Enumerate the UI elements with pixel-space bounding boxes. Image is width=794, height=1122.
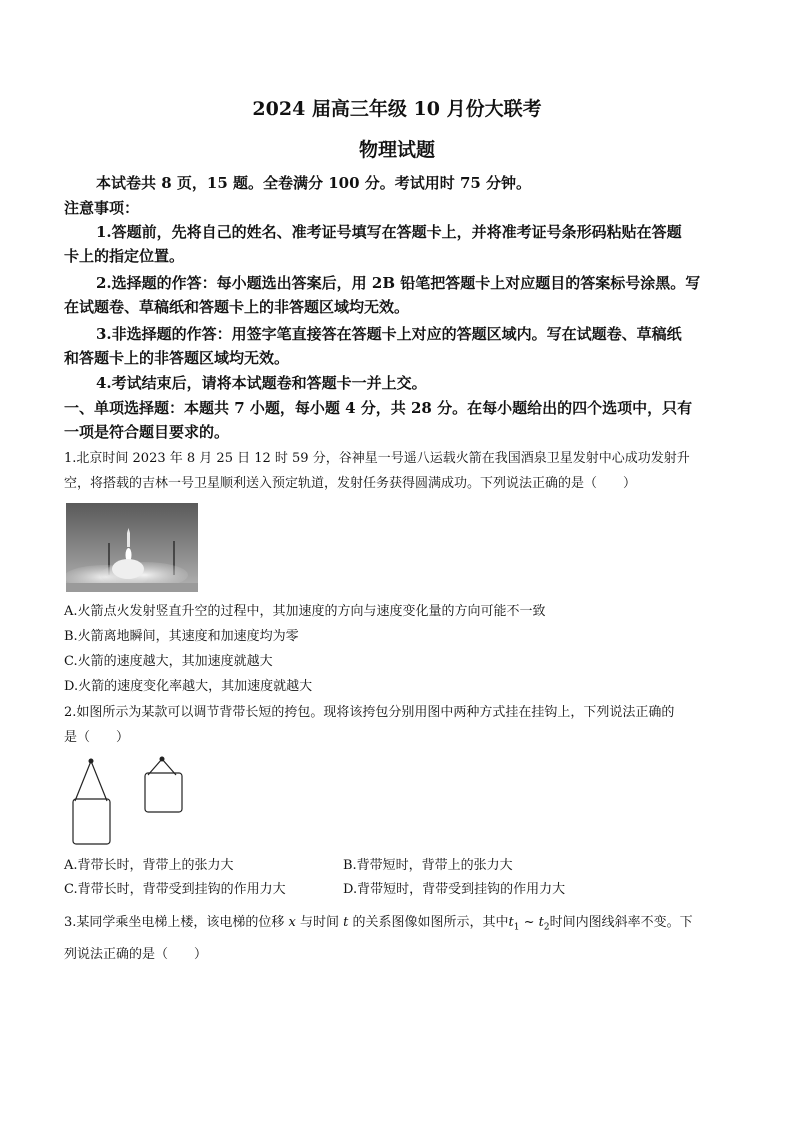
tilde: ~: [519, 915, 539, 930]
note-line: 1.答题前，先将自己的姓名、准考证号填写在答题卡上，并将准考证号条形码粘贴在答题: [96, 223, 682, 241]
q2-option-b: B.背带短时，背带上的张力大: [343, 858, 513, 873]
q2-option-c: C.背带长时，背带受到挂钩的作用力大: [64, 882, 286, 897]
q1-option-a: A.火箭点火发射竖直升空的过程中，其加速度的方向与速度变化量的方向可能不一致: [64, 604, 546, 619]
q2-option-d: D.背带短时，背带受到挂钩的作用力大: [343, 882, 566, 897]
var-t: t: [343, 915, 349, 930]
q3-stem-part: 的关系图像如图所示，其中: [348, 915, 509, 930]
note-line: 在试题卷、草稿纸和答题卡上的非答题区域均无效。: [64, 298, 410, 316]
var-x: x: [288, 915, 296, 930]
q1-stem: 空，将搭载的吉林一号卫星顺利送入预定轨道，发射任务获得圆满成功。下列说法正确的是（ ）: [64, 476, 637, 491]
q3-stem-part: 与时间: [295, 915, 344, 930]
note-line: 3.非选择题的作答：用签字笔直接答在答题卡上对应的答题区域内。写在试题卷、草稿纸: [96, 325, 682, 343]
note-line: 和答题卡上的非答题区域均无效。: [64, 349, 290, 367]
q1-stem: 1.北京时间 2023 年 8 月 25 日 12 时 59 分，谷神星一号遥八运载火箭在我国酒泉卫星发射中心成功发射升: [64, 451, 690, 466]
q3-stem-part: 3.某同学乘坐电梯上楼，该电梯的位移: [64, 915, 289, 930]
subject-title: 物理试题: [358, 139, 435, 161]
rocket-launch-photo: [66, 503, 198, 592]
q3-stem-part: 时间内图线斜率不变。下: [549, 915, 693, 930]
sub-1: 1: [513, 922, 520, 933]
notes-heading: 注意事项：: [64, 199, 140, 217]
q1-option-b: B.火箭离地瞬间，其速度和加速度均为零: [64, 629, 299, 644]
q2-stem: 2.如图所示为某款可以调节背带长短的挎包。现将该挎包分别用图中两种方式挂在挂钩上，下列说法正确的: [64, 705, 675, 720]
q3-stem: [64, 914, 693, 937]
q2-option-a: A.背带长时，背带上的张力大: [64, 858, 234, 873]
exam-title: 2024 届高三年级 10 月份大联考: [252, 98, 542, 120]
q1-option-d: D.火箭的速度变化率越大，其加速度就越大: [64, 679, 313, 694]
section-heading: 一、单项选择题：本题共 7 小题，每小题 4 分，共 28 分。在每小题给出的四个选项中，只有: [64, 399, 693, 417]
intro-text: 本试卷共 8 页，15 题。全卷满分 100 分。考试用时 75 分钟。: [96, 174, 532, 192]
note-line: 卡上的指定位置。: [64, 247, 185, 265]
q2-stem: 是（ ）: [64, 730, 130, 745]
q1-option-c: C.火箭的速度越大，其加速度就越大: [64, 654, 273, 669]
var-t1: t: [508, 915, 514, 930]
note-line: 4.考试结束后，请将本试题卷和答题卡一并上交。: [96, 374, 427, 392]
q3-stem-line2: 列说法正确的是（ ）: [64, 947, 208, 962]
section-heading: 一项是符合题目要求的。: [64, 423, 230, 441]
bag-diagram: [64, 755, 204, 850]
sub-2: 2: [543, 922, 550, 933]
var-t2: t: [538, 915, 544, 930]
note-line: 2.选择题的作答：每小题选出答案后，用 2B 铅笔把答题卡上对应题目的答案标号涂黑。写: [96, 274, 701, 292]
